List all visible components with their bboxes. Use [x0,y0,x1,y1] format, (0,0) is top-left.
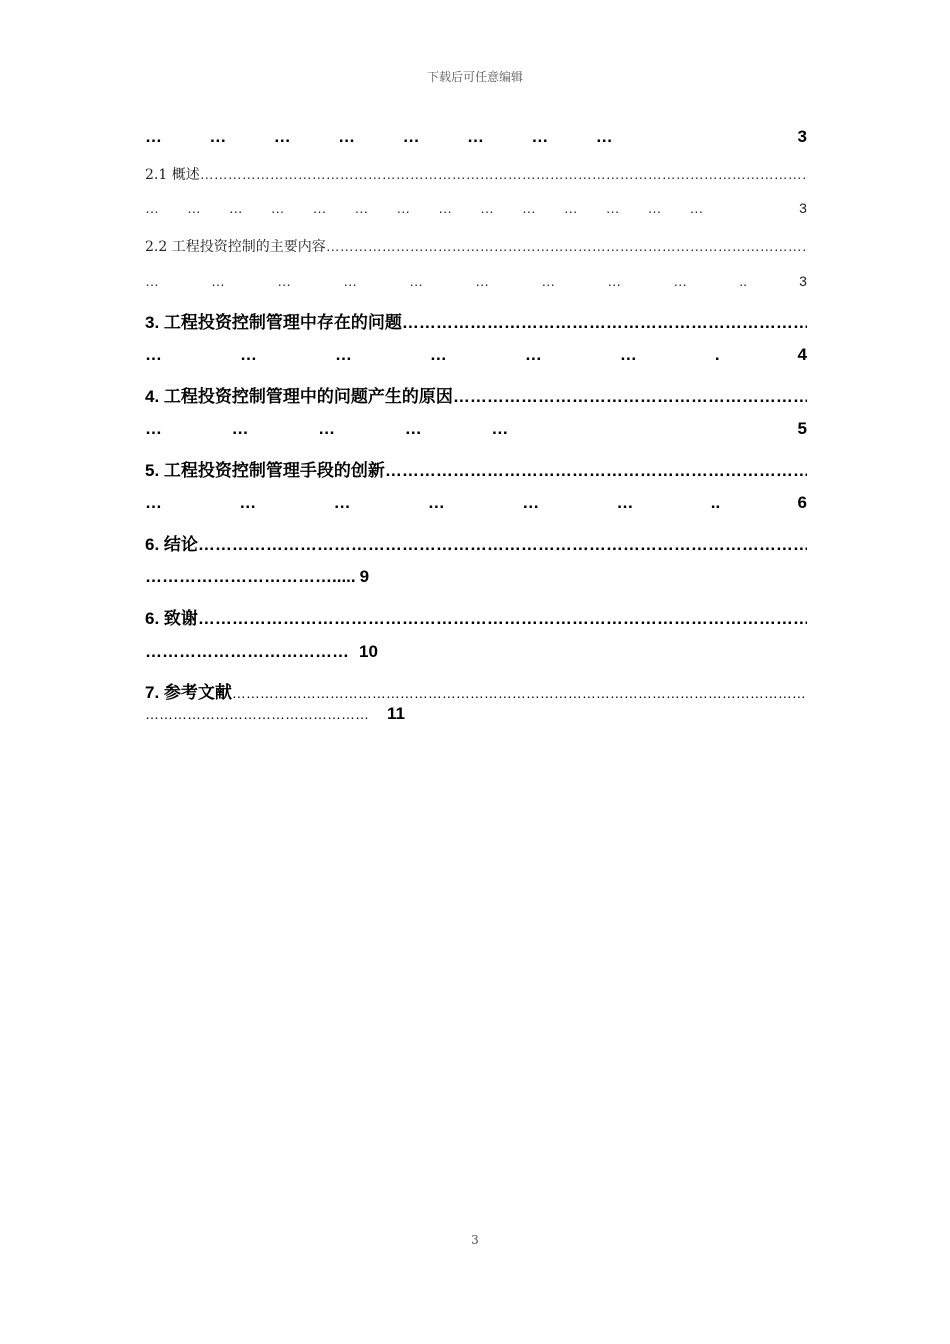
toc-entry-title[interactable]: 6. 结论 [145,535,198,554]
leader-tail: . [714,345,720,364]
toc-entry-2-2-leader: … … … … … … … … … .. 3 [145,273,807,289]
toc-entry-6-conclusion[interactable] [145,530,807,554]
leader-dots: … [338,127,356,146]
toc-entry-4-leader: … … … … … 5 [145,419,807,438]
leader-dots: … [209,127,227,146]
leader-dots: … [402,127,420,146]
toc-page-number[interactable]: 10 [359,642,378,661]
leader-dots [402,313,807,332]
toc-entry-5[interactable] [145,456,807,480]
page-header: 下载后可任意编辑 [426,70,523,84]
toc-entry-2-1-leader: … … … … … … … … … … … … … … 3 [145,200,807,216]
page-number: 3 [471,1233,479,1247]
toc-page-number[interactable]: 9 [359,567,370,586]
toc-entry-title[interactable]: 3. 工程投资控制管理中存在的问题 [145,313,402,332]
leader-dots: … [531,127,549,146]
toc-page-number[interactable]: 3 [799,200,807,216]
leader-dots [200,166,807,182]
leader-dots: … [273,127,291,146]
toc-entry-2-1[interactable] [145,164,807,188]
toc-entry-title[interactable]: 2.2 工程投资控制的主要内容 [145,239,326,255]
leader-tail: ..... [332,567,356,586]
toc-entry-6-conclusion-leader [145,567,807,591]
leader-dots [453,387,807,406]
toc-continuation-row [145,127,807,151]
toc-entry-title[interactable]: 7. 参考文献 [145,683,232,702]
toc-entry-6-acknowledgements-leader [145,642,807,666]
leader-dots: …………………………… [145,567,332,586]
toc-entry-title[interactable]: 6. 致谢 [145,609,198,628]
leader-tail: .. [739,273,748,289]
leader-dots: ………………………………………… [145,706,369,722]
leader-dots [198,535,807,554]
toc-page-number[interactable]: 11 [387,704,405,723]
toc-page-number[interactable]: 3 [797,127,807,146]
toc-entry-7[interactable] [145,678,807,702]
toc-entry-4[interactable] [145,382,807,406]
leader-dots: … [145,127,162,146]
toc-page-number[interactable]: 6 [797,493,807,512]
leader-dots: ……………………………… [145,642,349,661]
toc-entry-title[interactable]: 2.1 概述 [145,167,200,183]
leader-dots [198,609,807,628]
leader-dots [385,461,807,480]
leader-dots [232,685,807,701]
toc-page-number[interactable]: 5 [797,419,807,438]
toc-entry-2-2[interactable] [145,236,807,260]
leader-dots: … [466,127,484,146]
toc-entry-6-acknowledgements[interactable] [145,604,807,628]
toc-entry-7-leader [145,704,807,728]
leader-dots [326,238,807,254]
leader-dots: … [595,127,613,146]
toc-page-number[interactable]: 3 [799,273,807,289]
toc-page-number[interactable]: 4 [797,345,807,364]
leader-tail: .. [710,493,721,512]
toc-entry-title[interactable]: 4. 工程投资控制管理中的问题产生的原因 [145,387,453,406]
toc-entry-3[interactable] [145,308,807,332]
toc-entry-3-leader: … … … … … … . 4 [145,345,807,364]
toc-entry-title[interactable]: 5. 工程投资控制管理手段的创新 [145,461,385,480]
toc-entry-5-leader: … … … … … … .. 6 [145,493,807,512]
